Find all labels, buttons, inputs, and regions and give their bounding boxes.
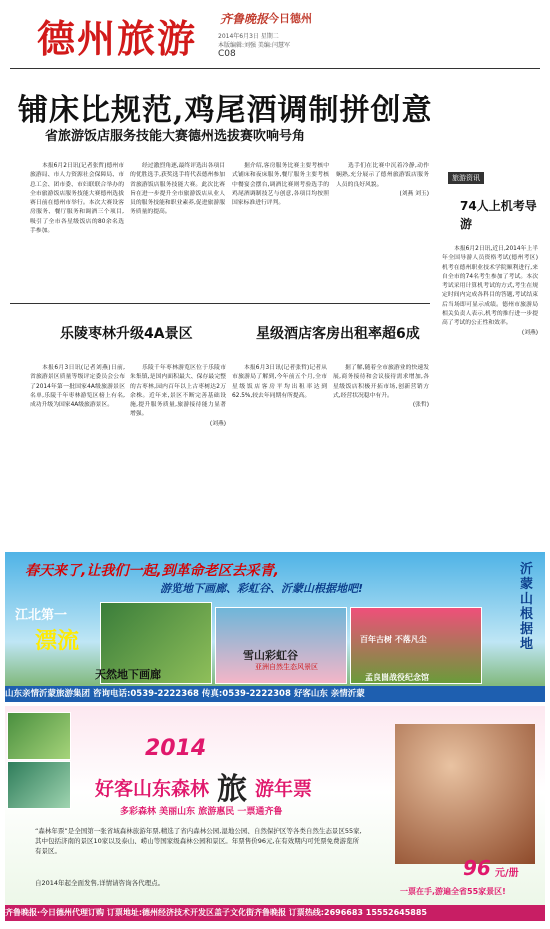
masthead: [0, 0, 550, 70]
lead-article-col3: 据介绍,客房服务比赛主要考核中式铺床和夜床服务,餐厅服务主要考核中餐宴会摆台,调酒比赛则考验选手的鸡尾酒调制技艺与创意,各项目均按照国家标准进行评判。: [232, 163, 329, 207]
ad2-price-note: 一票在手,游遍全省55家景区!: [400, 887, 506, 896]
ad2-title-a: 好客山东森林: [95, 778, 210, 800]
ad2-title-big: 旅: [217, 772, 247, 807]
ad-forest-tourism-pass: [5, 706, 545, 921]
section-rule: [10, 303, 430, 304]
masthead-rule: [10, 68, 540, 69]
lead-byline: (刘燕 刘玉): [399, 190, 429, 197]
lead-article-col1: 本报6月2日讯(记者张哲)德州市旅游局、市人力资源社会保障局、市总工会、团市委、市妇联联合举办的全市旅游饭店服务技能大赛德州选拔赛日前在德州市举行。本次大赛设客房服务、餐厅服务和调酒三个项目,吸引了全市各星级饭店的80余名选手参加。: [30, 163, 124, 235]
ad2-title-b: 游年票: [255, 778, 313, 800]
ad1-right-text: 沂蒙山根据地: [520, 562, 534, 652]
article3-title: 星级酒店客房出租率超6成: [256, 326, 420, 342]
ad2-price: 96: [463, 856, 491, 880]
ad1-slogan: 春天来了,让我们一起,到革命老区去采青,: [25, 563, 279, 579]
ad-yimeng-tourism: [5, 552, 545, 702]
article2-col2: 乐陵千年枣林游览区位于乐陵市朱集镇,是国内面积最大、保存最完整的古枣林,园内百年以上古枣树达2万余株。近年来,景区不断完善基础设施,提升服务质量,旅游接待能力显著增强。 (刘燕): [130, 364, 226, 544]
sidebar-body: 本报6月2日讯,近日,2014年上半年全国导游人员资格考试(德州考区)机考在德州职业技术学院顺利进行,来自全市的74名考生参加了考试。本次考试采用计算机考试的方式,考生在规定时间内完成各科目的答题,考试结束后当场即可显示成绩。德州市旅游局相关负责人表示,机考的推行进一步提高了考试的公正性和效率。 (刘燕): [442, 245, 538, 540]
article2-col1: 本报6月3日讯(记者刘燕)日前,省旅游景区质量等级评定委员会公布了2014年第一批国家4A级旅游景区名单,乐陵千年枣林游览区榜上有名,成功升级为国家4A级旅游景区。: [30, 365, 125, 409]
ad2-bar: 齐鲁晚报·今日德州代理订购 订票地址:德州经济技术开发区盖子文化街齐鲁晚报 订票热线:2696683 15552645885: [5, 905, 545, 921]
ad1-left-text2: 漂流: [35, 629, 80, 654]
ad2-year: 2014: [145, 736, 207, 761]
subheadline: 省旅游饭店服务技能大赛德州选拔赛吹响号角: [45, 129, 306, 144]
article2-byline: (刘燕): [209, 420, 226, 427]
ad2-photo-1: [7, 712, 71, 760]
ad2-photo-2: [7, 761, 71, 809]
ad1-bar: 山东亲情沂蒙旅游集团 咨询电话:0539-2222368 传真:0539-2222308 好客山东 亲情沂蒙: [5, 686, 545, 702]
ad1-label-ranking: 百年古树 不落凡尘: [360, 635, 427, 644]
ad2-pass-image: [395, 724, 535, 864]
ad2-body: “森林年票”是全国第一张省域森林旅游年票,精选了省内森林公园,湿地公园、自然保护区等各类自然生态景区55家,其中包括济南的景区10家以及泰山、崂山等国家级森林公园和景区。年票售价96元,在有效期内可凭票免费游览所有景区。: [35, 827, 362, 855]
issue-editors: 本版编辑:刘强 美编:闫慧军: [218, 42, 290, 49]
article3-col1: 本报6月3日讯(记者张哲)记者从市旅游局了解到,今年前五个月,全市星级饭店客房平均出租率达到62.5%,较去年同期有所提高。: [232, 365, 327, 399]
headline: 铺床比规范,鸡尾酒调制拼创意: [18, 93, 433, 128]
ad1-label-nature: 亚洲自然生态风景区: [255, 663, 318, 671]
ad1-label-memorial: 孟良崮战役纪念馆: [365, 673, 429, 682]
ad1-photo-valley: [215, 607, 347, 684]
sidebar-tag: 旅游资讯: [448, 172, 484, 184]
ad1-label-valley: 雪山彩虹谷: [243, 649, 298, 662]
ad2-body2: 自2014年起全面发售,详情请咨询各代理点。: [35, 879, 165, 887]
page-number: C08: [218, 49, 236, 59]
newspaper-logo-2: 今日德州: [268, 12, 312, 25]
article3-byline: (张哲): [412, 402, 429, 409]
ad2-price-unit: 元/册: [495, 868, 519, 879]
article3-col2: 据了解,随着全市旅游业的快速发展,商务接待和会议接待需求增加,各星级饭店积极开拓市场,创新营销方式,经营状况稳中有升。 (张哲): [333, 364, 429, 544]
lead-article-col4: 选手们在比赛中沉着冷静,动作娴熟,充分展示了德州旅游饭店服务人员的良好风貌。 (刘燕 刘玉): [336, 162, 429, 292]
lead-article-col2: 经过激烈角逐,最终评选出各项目的优胜选手,获奖选手将代表德州参加省旅游饭店服务技能大赛。此次比赛旨在进一步提升全市旅游饭店从业人员的服务技能和职业素养,促进旅游服务质量的提高。: [130, 163, 225, 216]
sidebar-byline: (刘燕): [521, 329, 538, 336]
article2-title: 乐陵枣林升级4A景区: [60, 326, 193, 342]
ad1-slogan2: 游览地下画廊、彩虹谷、沂蒙山根据地吧!: [160, 582, 364, 595]
sidebar-title: 74人上机考导游: [460, 199, 537, 231]
masthead-title: 德州旅游: [37, 16, 198, 61]
ad1-left-text1: 江北第一: [15, 608, 68, 623]
issue-date: 2014年6月3日 星期二: [218, 33, 279, 40]
ad2-tagline: 多彩森林 美丽山东 旅游惠民 一票通齐鲁: [120, 807, 283, 817]
newspaper-logo: 齐鲁晚报: [220, 12, 269, 26]
ad1-label-gallery: 天然地下画廊: [95, 668, 161, 681]
masthead-meta: [218, 32, 338, 50]
